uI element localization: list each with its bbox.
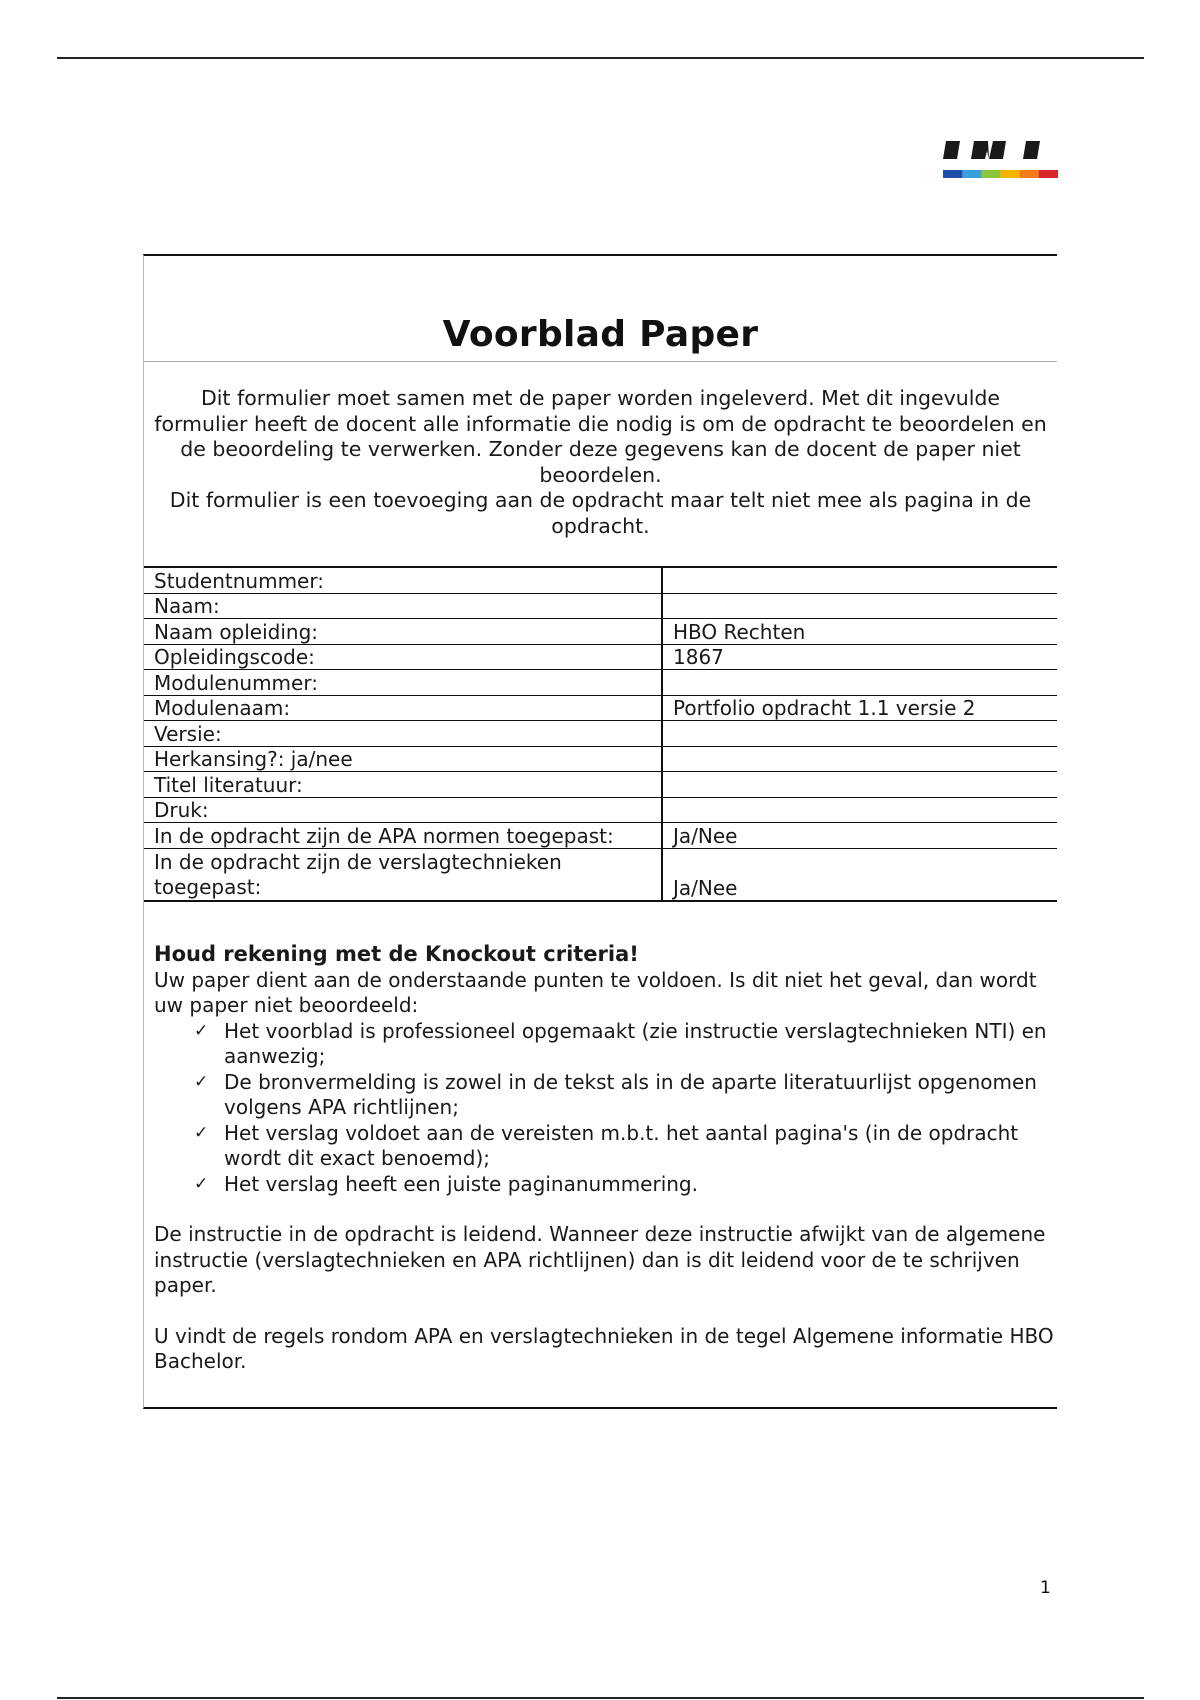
field-label: Modulenaam: [144,695,662,721]
ntl-logo-icon [943,141,1058,181]
table-row [144,797,1057,823]
logo-color-segment [1001,170,1021,178]
table-row [144,772,1057,798]
field-value[interactable] [662,670,1057,696]
checkmark-icon: ✓ [194,1071,209,1092]
field-label: Naam opleiding: [144,619,662,645]
field-value[interactable]: Ja/Nee [662,848,1057,901]
logo-color-segment [981,170,1001,178]
field-value[interactable]: Portfolio opdracht 1.1 versie 2 [662,695,1057,721]
knockout-intro: Uw paper dient aan de onderstaande punten te voldoen. Is dit niet het geval, dan wordt uw paper niet beoordeeld: [154,967,1037,1017]
table-row [144,567,1057,593]
table-row [144,746,1057,772]
table-row [144,823,1057,849]
field-value[interactable] [662,746,1057,772]
field-value[interactable] [662,721,1057,747]
criterion-text: Het verslag voldoet aan de vereisten m.b.t. het aantal pagina's (in de opdracht wordt dit exact benoemd); [224,1120,1019,1170]
table-row [144,848,1057,901]
field-value[interactable] [662,567,1057,593]
field-label: Herkansing?: ja/nee [144,746,662,772]
field-value[interactable] [662,797,1057,823]
field-label: Titel literatuur: [144,772,662,798]
table-row [144,670,1057,696]
intro-text [152,386,1049,539]
page-number: 1 [1040,1578,1051,1598]
field-label: Opleidingscode: [144,644,662,670]
field-label: Versie: [144,721,662,747]
checkmark-icon: ✓ [194,1020,209,1041]
page-title: Voorblad Paper [442,314,759,355]
apa-rules-paragraph: U vindt de regels rondom APA en verslagtechnieken in de tegel Algemene informatie HBO Bachelor. [154,1323,1054,1373]
field-label: In de opdracht zijn de APA normen toegepast: [144,823,662,849]
header-rule [57,57,1144,59]
student-info-table [144,566,1057,902]
checkmark-icon: ✓ [194,1122,209,1143]
logo-color-segment [1020,170,1040,178]
field-value[interactable]: Ja/Nee [662,823,1057,849]
field-label: Studentnummer: [144,567,662,593]
logo-color-bar [943,170,1058,178]
instruction-paragraph: De instructie in de opdracht is leidend. Wanneer deze instructie afwijkt van de algemene instructie (verslagtechnieken en APA richtlijnen) dan is dit leidend voor de te schrijven paper. [154,1222,1046,1297]
intro-paragraph-1: Dit formulier moet samen met de paper worden ingeleverd. Met dit ingevulde formulier heeft de docent alle informatie die nodig is om de opdracht te beoordelen en de beoordeling te verwerken. Zonder deze gegevens kan de docent de paper niet beoordelen. [154,386,1047,487]
table-row [144,644,1057,670]
list-item [194,1070,1054,1121]
field-label: Modulenummer: [144,670,662,696]
list-item [194,1019,1054,1070]
table-row [144,593,1057,619]
title-block [144,256,1057,362]
list-item [194,1172,1054,1198]
criterion-text: Het voorblad is professioneel opgemaakt (zie instructie verslagtechnieken NTI) en aanwezig; [224,1018,1047,1068]
criterion-text: Het verslag heeft een juiste paginanummering. [224,1171,698,1196]
logo-color-segment [1039,170,1058,178]
field-value[interactable]: HBO Rechten [662,619,1057,645]
criteria-list [154,1019,1054,1198]
logo-color-segment [943,170,963,178]
field-value[interactable] [662,593,1057,619]
logo-color-segment [962,170,982,178]
field-value[interactable] [662,772,1057,798]
list-item [194,1121,1054,1172]
checkmark-icon: ✓ [194,1173,209,1194]
table-row [144,619,1057,645]
knockout-section [154,942,1054,1375]
criterion-text: De bronvermelding is zowel in de tekst als in de aparte literatuurlijst opgenomen volgens APA richtlijnen; [224,1069,1037,1119]
knockout-title: Houd rekening met de Knockout criteria! [154,942,639,966]
footer-rule [57,1697,1144,1699]
field-label: Naam: [144,593,662,619]
logo-letters [943,141,1040,159]
field-label: Druk: [144,797,662,823]
intro-paragraph-2: Dit formulier is een toevoeging aan de opdracht maar telt niet mee als pagina in de opdracht. [169,488,1032,538]
table-row [144,721,1057,747]
field-label: In de opdracht zijn de verslagtechnieken toegepast: [144,848,662,901]
table-row [144,695,1057,721]
field-value[interactable]: 1867 [662,644,1057,670]
cover-form [143,254,1057,1409]
